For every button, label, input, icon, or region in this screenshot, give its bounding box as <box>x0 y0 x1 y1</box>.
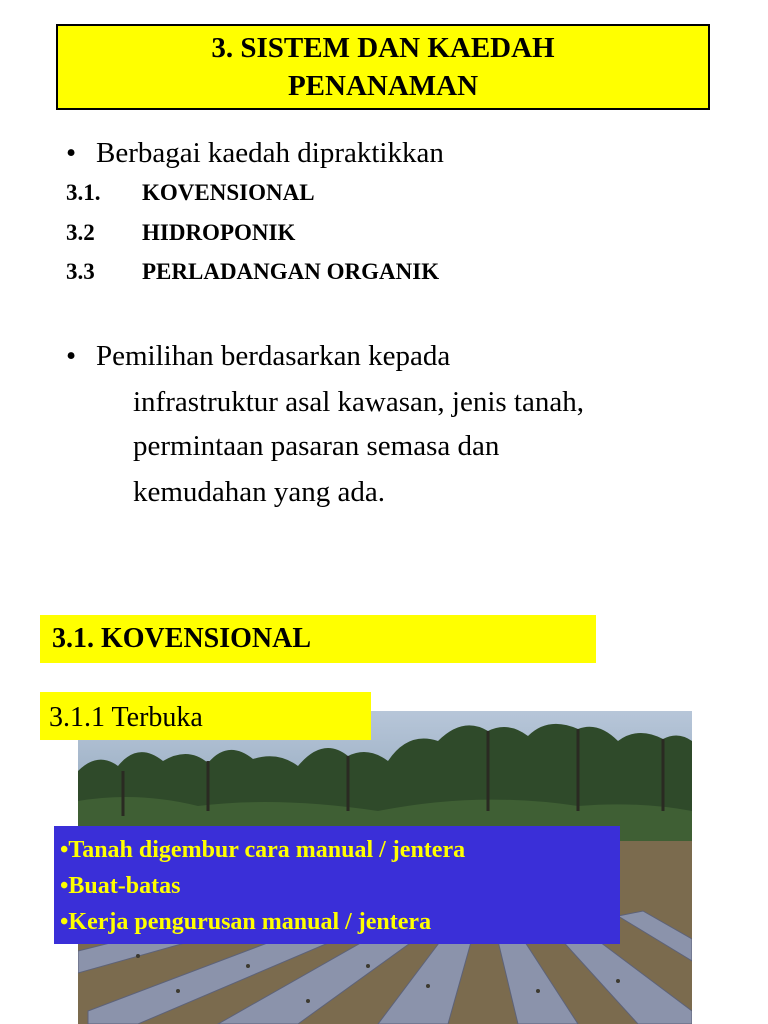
bullet-icon: • <box>66 137 77 169</box>
bullet-selection-text: Pemilihan berdasarkan kepada <box>96 340 451 372</box>
method-item <box>66 178 315 208</box>
bullet-selection-cont: permintaan pasaran semasa dan <box>133 430 500 462</box>
section-heading: 3.1. KOVENSIONAL <box>40 615 596 663</box>
slide-title <box>56 24 710 110</box>
info-point: •Tanah digembur cara manual / jentera <box>60 837 466 863</box>
subsection-heading: 3.1.1 Terbuka <box>40 692 371 740</box>
bullet-icon: • <box>66 340 77 372</box>
bullet-methods <box>66 135 444 171</box>
slide-title-line1: 3. SISTEM DAN KAEDAH <box>211 32 555 64</box>
method-number: 3.2 <box>66 220 95 245</box>
bullet-selection-cont: kemudahan yang ada. <box>133 476 386 508</box>
info-box <box>54 826 620 944</box>
bullet-selection <box>66 338 450 374</box>
bullet-selection-cont: infrastruktur asal kawasan, jenis tanah, <box>133 386 584 418</box>
method-number: 3.3 <box>66 259 95 284</box>
method-item <box>66 218 295 248</box>
info-point: •Kerja pengurusan manual / jentera <box>60 909 432 935</box>
method-label: KOVENSIONAL <box>142 180 315 205</box>
method-item <box>66 257 439 287</box>
bullet-methods-text: Berbagai kaedah dipraktikkan <box>96 137 444 169</box>
method-number: 3.1. <box>66 180 101 205</box>
info-point: •Buat-batas <box>60 873 181 899</box>
method-label: PERLADANGAN ORGANIK <box>142 259 440 284</box>
method-label: HIDROPONIK <box>142 220 296 245</box>
slide-title-line2: PENANAMAN <box>287 70 479 102</box>
